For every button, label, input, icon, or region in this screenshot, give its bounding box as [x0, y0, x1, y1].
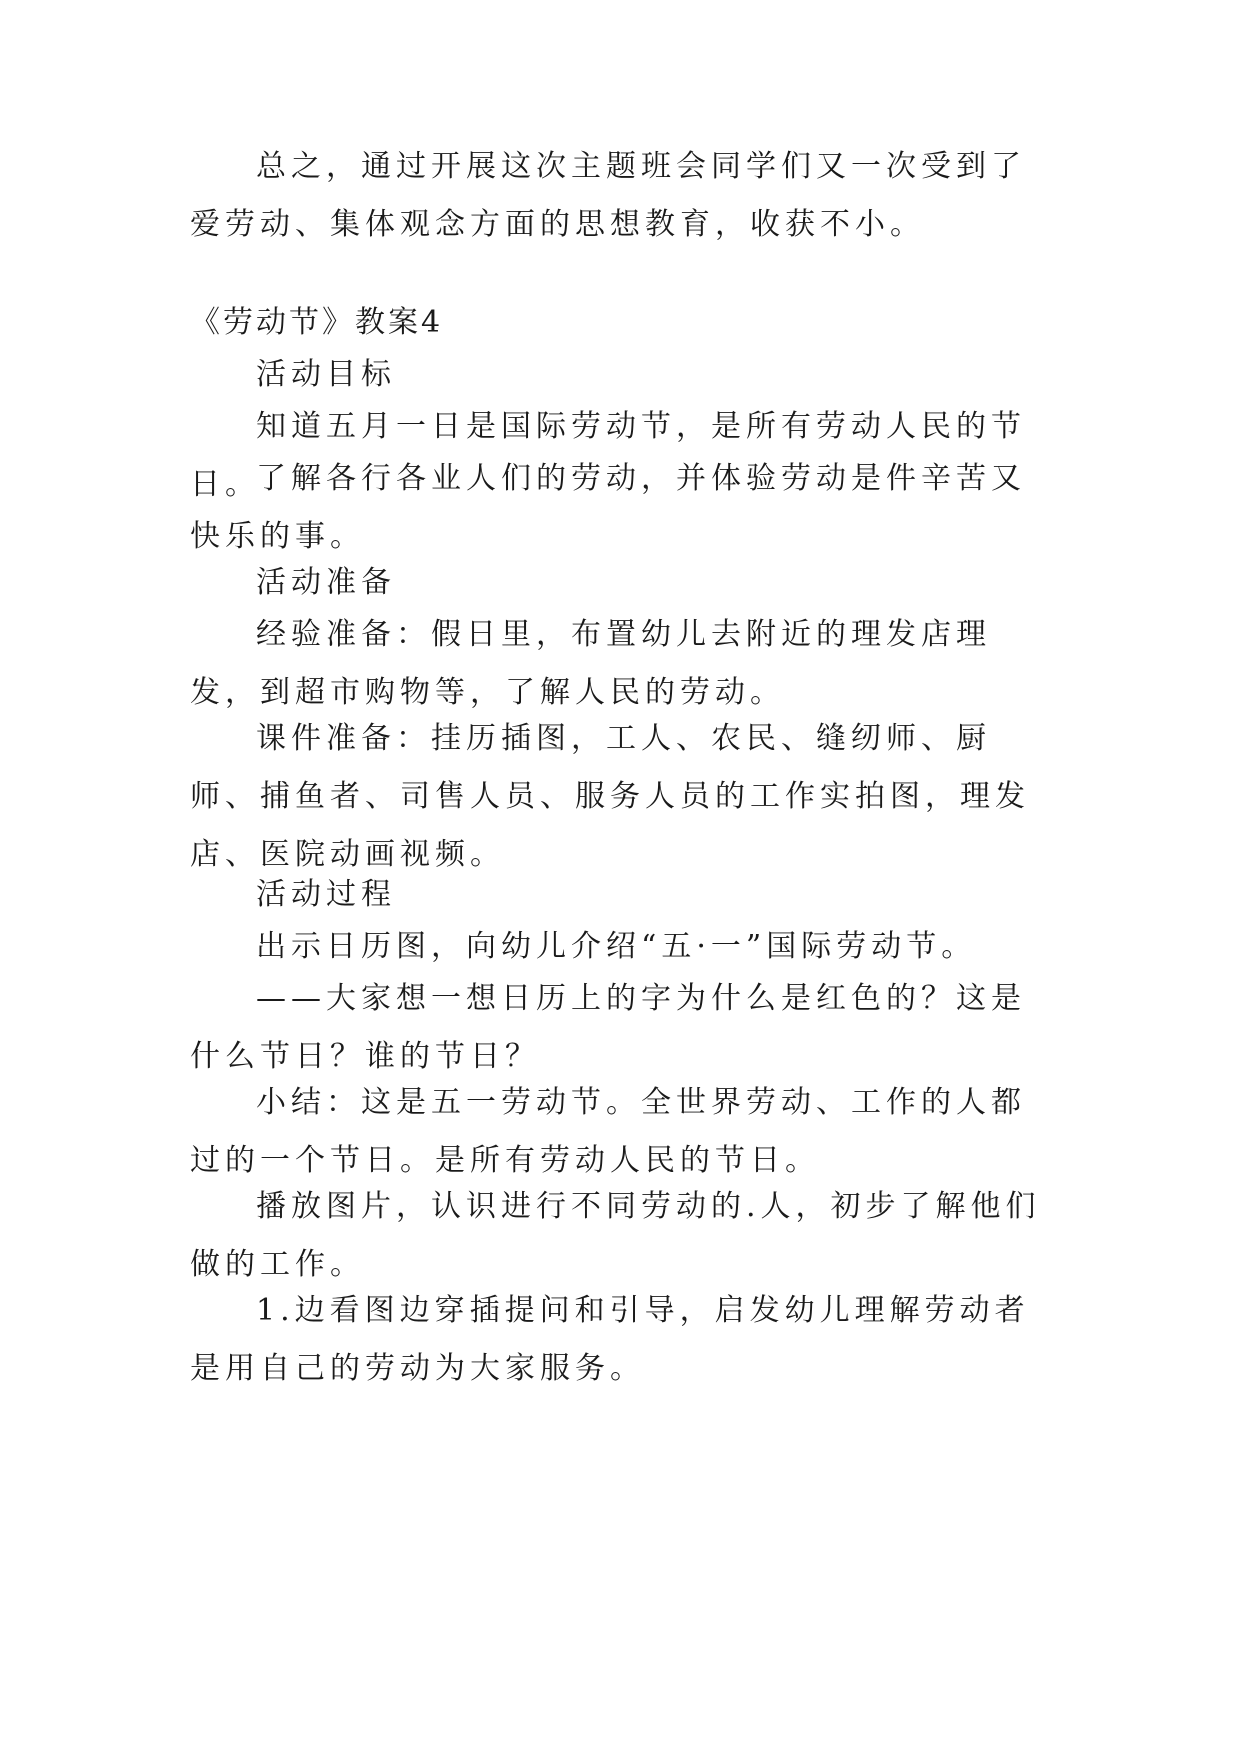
- goal-paragraph-2: 了解各行各业人们的劳动，并体验劳动是件辛苦又快乐的事。: [190, 461, 1026, 554]
- intro-paragraph: 总之，通过开展这次主题班会同学们又一次受到了爱劳动、集体观念方面的思想教育，收获不小。: [190, 149, 1026, 242]
- heading-process: 活动过程: [256, 877, 396, 912]
- process-paragraph-1: 出示日历图，向幼儿介绍“五·一”国际劳动节。: [256, 929, 977, 964]
- heading-goals: 活动目标: [256, 357, 396, 392]
- process-paragraph-2: ——大家想一想日历上的字为什么是红色的？这是什么节日？谁的节日？: [190, 981, 1026, 1074]
- prep-paragraph-2: 课件准备：挂历插图，工人、农民、缝纫师、厨师、捕鱼者、司售人员、服务人员的工作实拍图，理发店、医院动画视频。: [190, 721, 1030, 872]
- process-paragraph-5: 1.边看图边穿插提问和引导，启发幼儿理解劳动者是用自己的劳动为大家服务。: [190, 1293, 1030, 1386]
- goal-paragraph-1: 知道五月一日是国际劳动节，是所有劳动人民的节日。: [190, 409, 1026, 502]
- process-paragraph-3: 小结：这是五一劳动节。全世界劳动、工作的人都过的一个节日。是所有劳动人民的节日。: [190, 1085, 1026, 1178]
- prep-paragraph-1: 经验准备：假日里，布置幼儿去附近的理发店理发，到超市购物等，了解人民的劳动。: [190, 617, 991, 710]
- heading-prep: 活动准备: [256, 565, 396, 600]
- section-title: 《劳动节》教案4: [190, 305, 444, 340]
- process-paragraph-4: 播放图片，认识进行不同劳动的.人，初步了解他们做的工作。: [190, 1189, 1041, 1282]
